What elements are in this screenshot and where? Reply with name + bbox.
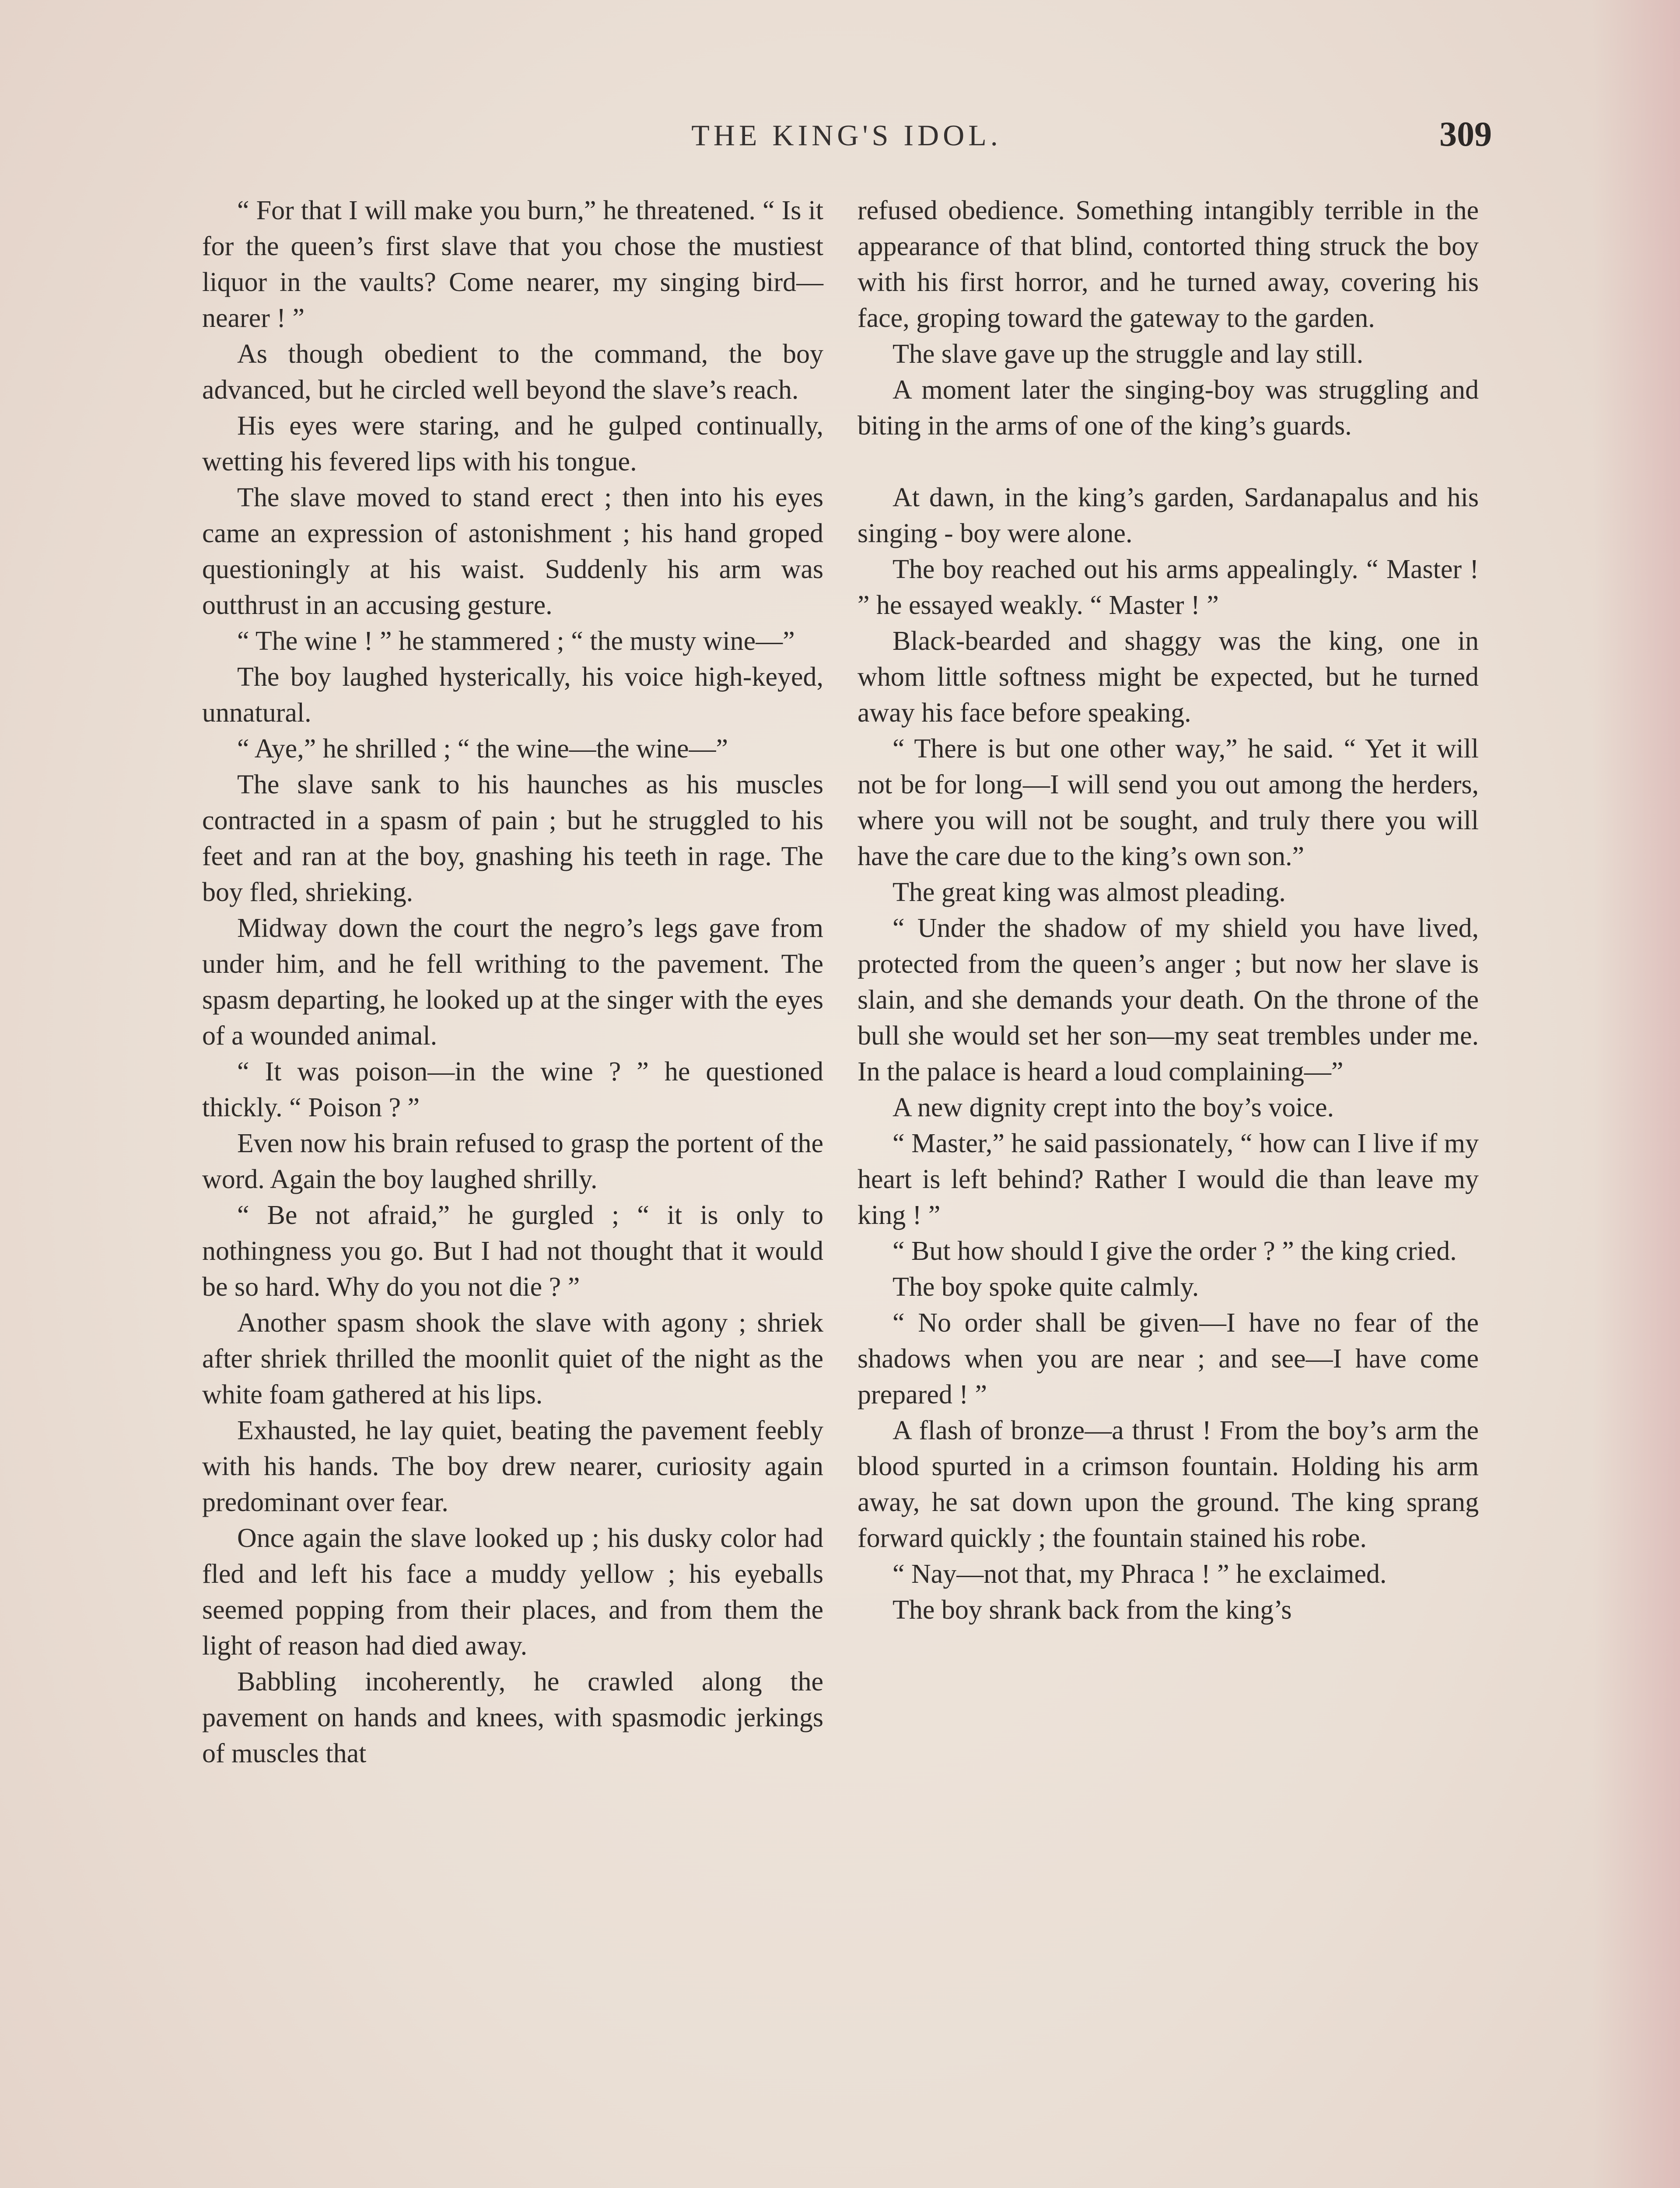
paragraph: “ But how should I give the order ? ” the king cried.: [892, 1236, 1457, 1266]
paragraph: refused obedience. Something intangibly terrible in the appearance of that blind, contorted thing struck the boy with his first horror, and he turned away, covering his face, groping toward the gateway to the garden.: [858, 196, 1479, 333]
paragraph: “ It was poison—in the wine ? ” he questioned thickly. “ Poison ? ”: [202, 1057, 823, 1122]
paragraph: Babbling incoherently, he crawled along the pavement on hands and knees, with spasmodic jerkings of muscles that: [202, 1667, 823, 1768]
paragraph: At dawn, in the king’s garden, Sardanapalus and his singing - boy were alone.: [858, 483, 1479, 548]
paragraph: The boy shrank back from the king’s: [892, 1595, 1292, 1625]
paragraph: Once again the slave looked up ; his dusky color had fled and left his face a muddy yellow ; his eyeballs seemed popping from their places, and from them the light of reason had died away.: [202, 1523, 823, 1661]
left-column: [202, 193, 823, 1771]
running-title: THE KING'S IDOL.: [691, 119, 1002, 152]
paragraph: “ Be not afraid,” he gurgled ; “ it is only to nothingness you go. But I had not thought that it would be so hard. Why do you not die ? ”: [202, 1200, 823, 1302]
paragraph: The boy reached out his arms appealingly. “ Master ! ” he essayed weakly. “ Master ! ”: [858, 554, 1479, 620]
paragraph: The boy laughed hysterically, his voice high-keyed, unnatural.: [202, 662, 823, 728]
page-number: 309: [1439, 115, 1492, 154]
paragraph: Exhausted, he lay quiet, beating the pavement feebly with his hands. The boy drew nearer, curiosity again predominant over fear.: [202, 1416, 823, 1517]
paragraph: “ For that I will make you burn,” he threatened. “ Is it for the queen’s first slave that you chose the mustiest liquor in the vaults? Come nearer, my singing bird—nearer ! ”: [202, 196, 823, 333]
paragraph: A moment later the singing-boy was struggling and biting in the arms of one of the king’s guards.: [858, 375, 1479, 441]
paragraph: “ Aye,” he shrilled ; “ the wine—the wine—”: [237, 734, 728, 764]
paragraph: As though obedient to the command, the boy advanced, but he circled well beyond the slave’s reach.: [202, 339, 823, 405]
paragraph: A new dignity crept into the boy’s voice.: [892, 1093, 1334, 1122]
paragraph: Even now his brain refused to grasp the portent of the word. Again the boy laughed shrilly.: [202, 1129, 823, 1194]
paragraph: “ The wine ! ” he stammered ; “ the musty wine—”: [237, 626, 795, 656]
paragraph: A flash of bronze—a thrust ! From the boy’s arm the blood spurted in a crimson fountain. Holding his arm away, he sat down upon the ground. The king sprang forward quickly ; the fountain stained his robe.: [858, 1416, 1479, 1553]
paragraph: “ There is but one other way,” he said. “ Yet it will not be for long—I will send you out among the herders, where you will not be sought, and truly there you will have the care due to the king’s own son.”: [858, 734, 1479, 871]
paragraph: Black-bearded and shaggy was the king, one in whom little softness might be expected, but he turned away his face before speaking.: [858, 626, 1479, 728]
page-header: [201, 115, 1492, 166]
paragraph: His eyes were staring, and he gulped continually, wetting his fevered lips with his tongue.: [202, 411, 823, 477]
paragraph: “ Nay—not that, my Phraca ! ” he exclaimed.: [892, 1559, 1387, 1589]
paragraph: The slave sank to his haunches as his muscles contracted in a spasm of pain ; but he struggled to his feet and ran at the boy, gnashing his teeth in rage. The boy fled, shrieking.: [202, 770, 823, 907]
paragraph: “ Under the shadow of my shield you have lived, protected from the queen’s anger ; but now her slave is slain, and she demands your death. On the throne of the bull she would set her son—my seat trembles under me. In the palace is heard a loud complaining—”: [858, 913, 1479, 1087]
page-edge-shading: [1592, 0, 1680, 2188]
paragraph: “ Master,” he said passionately, “ how can I live if my heart is left behind? Rather I would die than leave my king ! ”: [858, 1129, 1479, 1230]
paragraph: The slave moved to stand erect ; then into his eyes came an expression of astonishment ; his hand groped questioningly at his waist. Suddenly his arm was outthrust in an accusing gesture.: [202, 483, 823, 620]
paragraph: Another spasm shook the slave with agony ; shriek after shriek thrilled the moonlit quiet of the night as the white foam gathered at his lips.: [202, 1308, 823, 1410]
paragraph: The great king was almost pleading.: [892, 877, 1286, 907]
paragraph: The boy spoke quite calmly.: [892, 1272, 1199, 1302]
right-column: [858, 193, 1479, 1628]
paragraph: The slave gave up the struggle and lay still.: [892, 339, 1364, 369]
paragraph: “ No order shall be given—I have no fear of the shadows when you are near ; and see—I have come prepared ! ”: [858, 1308, 1479, 1410]
paragraph: Midway down the court the negro’s legs gave from under him, and he fell writhing to the pavement. The spasm departing, he looked up at the singer with the eyes of a wounded animal.: [202, 913, 823, 1051]
